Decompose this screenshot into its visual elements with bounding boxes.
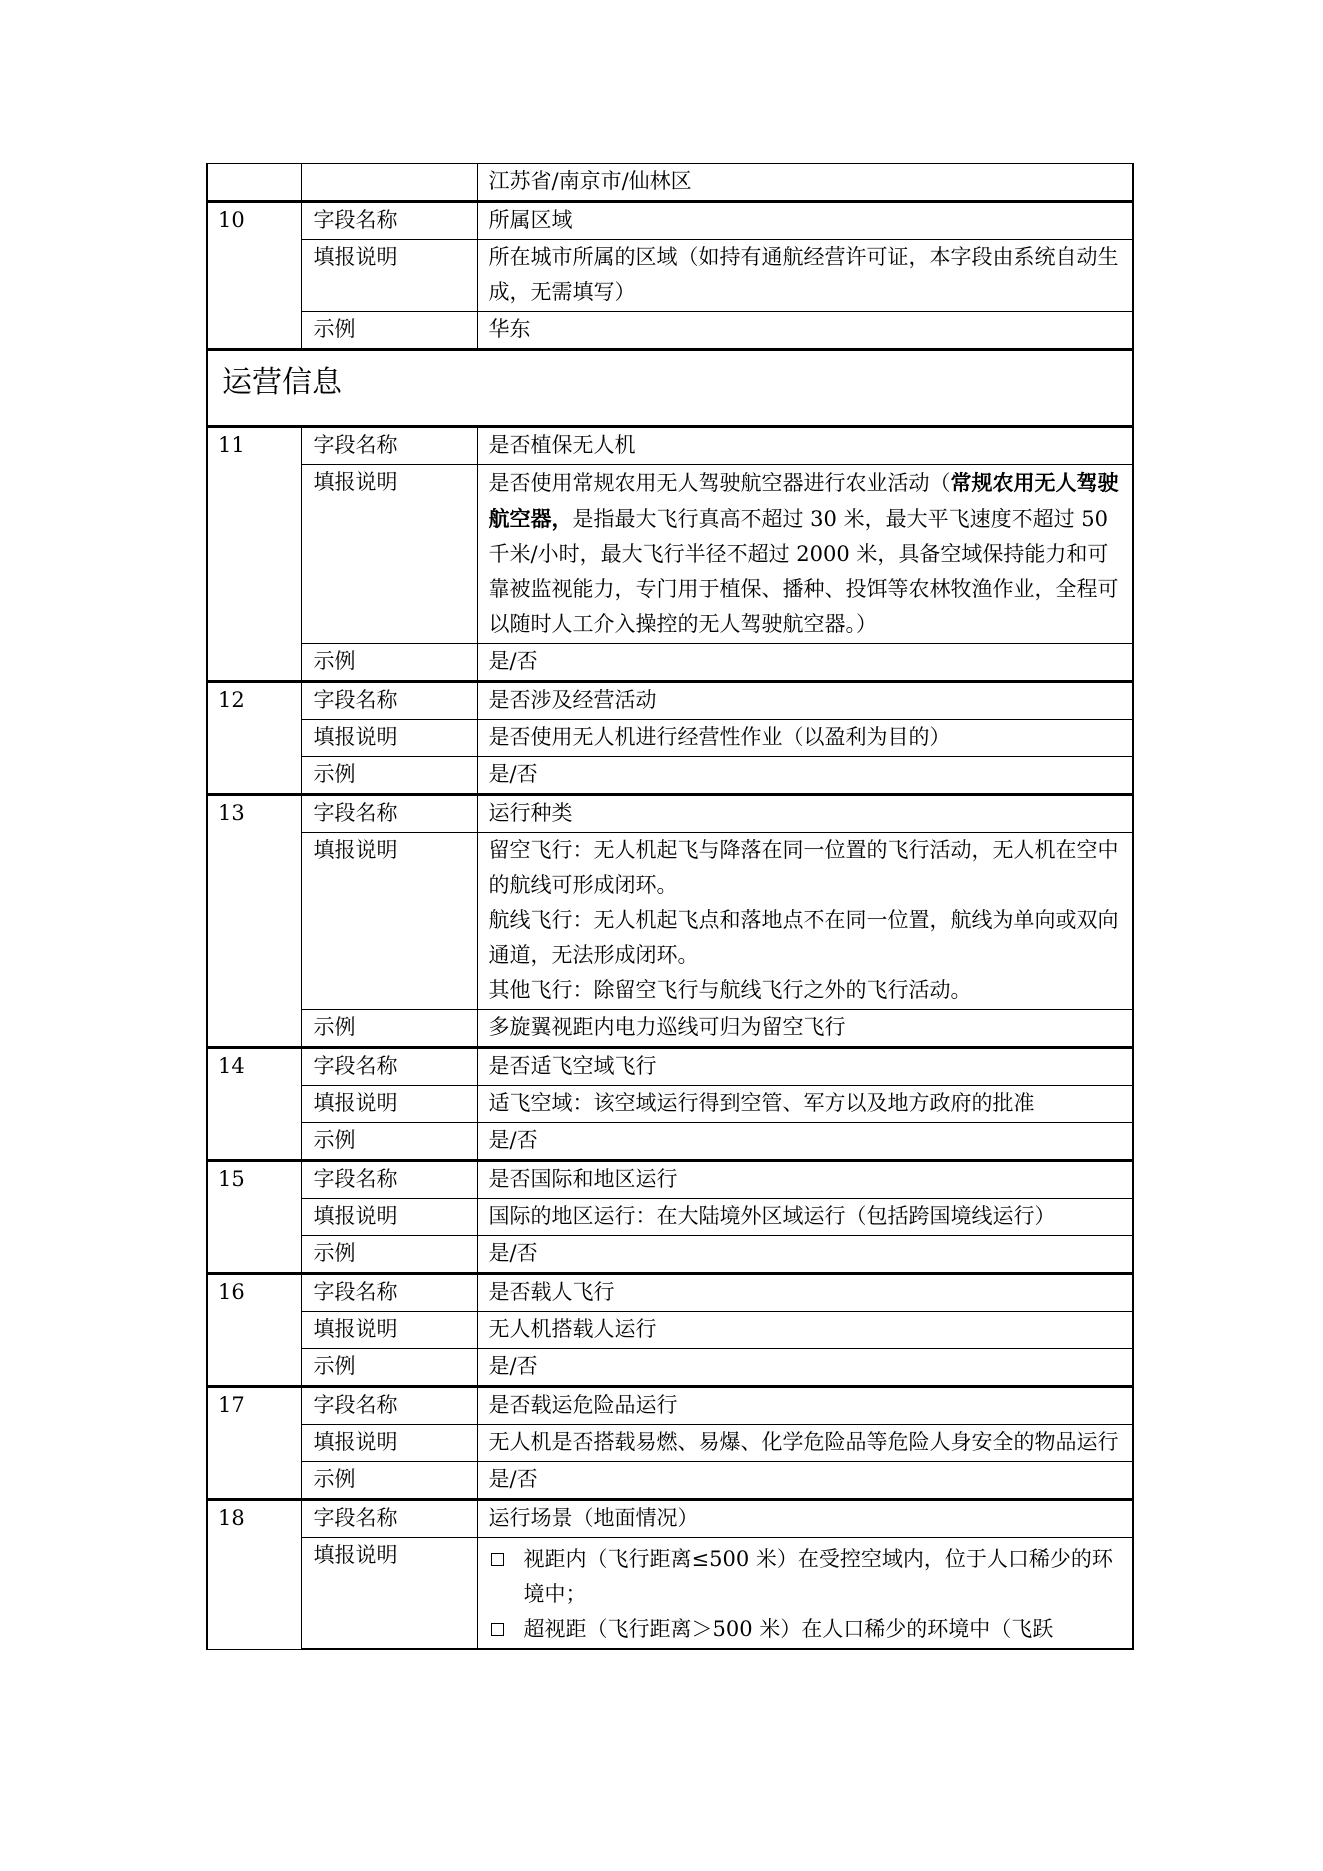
example-value: 是/否 — [477, 757, 1133, 795]
label-description: 填报说明 — [301, 1312, 477, 1349]
label-field-name: 字段名称 — [301, 1500, 477, 1538]
label-description: 填报说明 — [301, 1425, 477, 1462]
checkbox-option[interactable] — [489, 1542, 1125, 1612]
section-header-row — [207, 350, 1133, 427]
table-row — [207, 1199, 1133, 1236]
table-row — [207, 682, 1133, 720]
label-field-name: 字段名称 — [301, 202, 477, 240]
table-row — [207, 465, 1133, 644]
table-row — [207, 1538, 1133, 1650]
label-field-name: 字段名称 — [301, 427, 477, 465]
record-number: 16 — [207, 1274, 301, 1387]
example-value: 是/否 — [477, 644, 1133, 682]
label-field-name: 字段名称 — [301, 1161, 477, 1199]
checkbox-option-label: 视距内（飞行距离≤500 米）在受控空域内，位于人口稀少的环境中； — [523, 1547, 1113, 1606]
document-page — [206, 163, 1132, 1650]
description-value: 无人机是否搭载易燃、易爆、化学危险品等危险人身安全的物品运行 — [477, 1425, 1133, 1462]
example-value: 是/否 — [477, 1123, 1133, 1161]
checkbox-option[interactable] — [489, 1612, 1125, 1647]
table-row — [207, 1349, 1133, 1387]
description-value — [477, 833, 1133, 1010]
table-row — [207, 1500, 1133, 1538]
record-number: 18 — [207, 1500, 301, 1650]
table-row — [207, 1312, 1133, 1349]
record-number: 15 — [207, 1161, 301, 1274]
label-example: 示例 — [301, 1349, 477, 1387]
field-name-value: 是否国际和地区运行 — [477, 1161, 1133, 1199]
example-value: 多旋翼视距内电力巡线可归为留空飞行 — [477, 1010, 1133, 1048]
description-text: 是指最大飞行真高不超过 30 米，最大平飞速度不超过 50 千米/小时，最大飞行半径不超过 2000 米，具备空域保持能力和可靠被监视能力，专门用于植保、播种、投饵等农林牧渔作业，全程可以随时人工介入操控的无人驾驶航空器。） — [488, 507, 1119, 636]
table-row — [207, 757, 1133, 795]
table-row — [207, 1387, 1133, 1425]
label-description: 填报说明 — [301, 465, 477, 644]
description-value: 适飞空域：该空域运行得到空管、军方以及地方政府的批准 — [477, 1086, 1133, 1123]
table-row — [207, 1236, 1133, 1274]
label-example: 示例 — [301, 1123, 477, 1161]
description-paragraph: 其他飞行：除留空飞行与航线飞行之外的飞行活动。 — [488, 978, 972, 1002]
description-bold-term: 常规农用无人驾驶航空器， — [488, 470, 1119, 531]
label-example: 示例 — [301, 1236, 477, 1274]
checkbox-icon[interactable] — [491, 1623, 504, 1636]
field-name-value: 运行场景（地面情况） — [477, 1500, 1133, 1538]
table-row — [207, 720, 1133, 757]
field-name-value: 是否适飞空域飞行 — [477, 1048, 1133, 1086]
table-row — [207, 427, 1133, 465]
description-value — [477, 1538, 1133, 1650]
table-row — [207, 1274, 1133, 1312]
example-value: 华东 — [477, 312, 1133, 350]
field-name-value: 运行种类 — [477, 795, 1133, 833]
table-row — [207, 1123, 1133, 1161]
record-number: 12 — [207, 682, 301, 795]
label-description: 填报说明 — [301, 833, 477, 1010]
description-value: 所在城市所属的区域（如持有通航经营许可证，本字段由系统自动生成，无需填写） — [477, 240, 1133, 312]
table-row — [207, 833, 1133, 1010]
label-field-name: 字段名称 — [301, 795, 477, 833]
table-row — [207, 240, 1133, 312]
label-description: 填报说明 — [301, 1199, 477, 1236]
label-example: 示例 — [301, 644, 477, 682]
record-number: 11 — [207, 427, 301, 682]
record-number: 14 — [207, 1048, 301, 1161]
label-field-name: 字段名称 — [301, 1048, 477, 1086]
description-paragraph: 留空飞行：无人机起飞与降落在同一位置的飞行活动，无人机在空中的航线可形成闭环。 — [488, 838, 1119, 897]
label-example: 示例 — [301, 1010, 477, 1048]
checkbox-option-label: 超视距（飞行距离＞500 米）在人口稀少的环境中（飞跃 — [523, 1617, 1054, 1641]
table-row — [207, 1086, 1133, 1123]
description-paragraph: 航线飞行：无人机起飞点和落地点不在同一位置，航线为单向或双向通道，无法形成闭环。 — [488, 908, 1119, 967]
field-name-value: 所属区域 — [477, 202, 1133, 240]
field-name-value: 是否植保无人机 — [477, 427, 1133, 465]
label-example: 示例 — [301, 757, 477, 795]
example-value: 是/否 — [477, 1236, 1133, 1274]
table-row — [207, 1048, 1133, 1086]
label-field-name: 字段名称 — [301, 682, 477, 720]
label-field-name: 字段名称 — [301, 1387, 477, 1425]
label-description: 填报说明 — [301, 240, 477, 312]
field-name-value: 是否载运危险品运行 — [477, 1387, 1133, 1425]
table-row — [207, 1010, 1133, 1048]
description-value — [477, 465, 1133, 644]
description-value: 国际的地区运行：在大陆境外区域运行（包括跨国境线运行） — [477, 1199, 1133, 1236]
label-cell — [301, 164, 477, 202]
checkbox-icon[interactable] — [491, 1553, 504, 1566]
label-example: 示例 — [301, 1462, 477, 1500]
description-value: 无人机搭载人运行 — [477, 1312, 1133, 1349]
table-row — [207, 312, 1133, 350]
value-cell: 江苏省/南京市/仙林区 — [477, 164, 1133, 202]
field-name-value: 是否载人飞行 — [477, 1274, 1133, 1312]
table-row — [207, 1161, 1133, 1199]
label-description: 填报说明 — [301, 1538, 477, 1650]
field-name-value: 是否涉及经营活动 — [477, 682, 1133, 720]
label-description: 填报说明 — [301, 720, 477, 757]
table-row — [207, 795, 1133, 833]
example-value: 是/否 — [477, 1462, 1133, 1500]
table-row — [207, 644, 1133, 682]
section-title: 运营信息 — [207, 350, 1133, 427]
record-number: 13 — [207, 795, 301, 1048]
field-spec-table — [206, 163, 1134, 1650]
label-field-name: 字段名称 — [301, 1274, 477, 1312]
table-row — [207, 1462, 1133, 1500]
example-value: 是/否 — [477, 1349, 1133, 1387]
table-row — [207, 202, 1133, 240]
table-row — [207, 1425, 1133, 1462]
label-description: 填报说明 — [301, 1086, 477, 1123]
record-number-cell — [207, 164, 301, 202]
record-number: 17 — [207, 1387, 301, 1500]
table-row — [207, 164, 1133, 202]
description-value: 是否使用无人机进行经营性作业（以盈利为目的） — [477, 720, 1133, 757]
label-example: 示例 — [301, 312, 477, 350]
record-number: 10 — [207, 202, 301, 350]
description-text: 是否使用常规农用无人驾驶航空器进行农业活动（ — [488, 471, 951, 495]
